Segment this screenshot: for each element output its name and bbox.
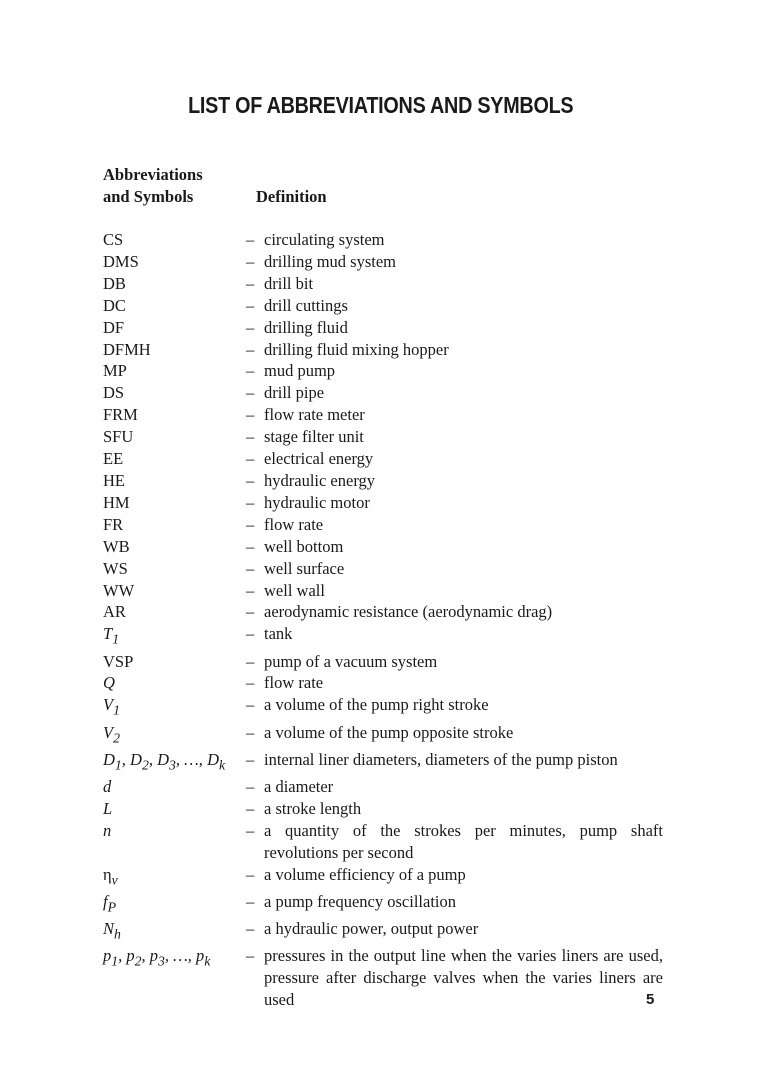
dash: – bbox=[246, 492, 255, 512]
list-item bbox=[103, 623, 663, 650]
definition: flow rate meter bbox=[264, 405, 365, 425]
definition: a quantity of the strokes per minutes, pump shaft revolutions per second bbox=[264, 820, 663, 862]
column-header-symbols-line2: and Symbols bbox=[103, 187, 194, 206]
list-item bbox=[103, 601, 663, 623]
symbol: $N_h$ bbox=[103, 918, 121, 942]
definition: pump of a vacuum system bbox=[264, 651, 438, 671]
list-item bbox=[103, 339, 663, 361]
symbol: $f_P$ bbox=[103, 891, 116, 915]
dash: – bbox=[246, 776, 255, 796]
symbol: $V_2$ bbox=[103, 722, 120, 745]
definition: electrical energy bbox=[264, 449, 374, 469]
dash: – bbox=[246, 383, 255, 403]
dash: – bbox=[246, 918, 255, 938]
dash: – bbox=[246, 514, 255, 534]
definition: drilling mud system bbox=[264, 251, 396, 271]
list-item bbox=[103, 360, 663, 382]
definition: circulating system bbox=[264, 230, 385, 249]
definition: hydraulic energy bbox=[264, 470, 376, 490]
list-item bbox=[103, 694, 663, 721]
symbol: n bbox=[103, 820, 112, 840]
definition: a volume efficiency of a pump bbox=[264, 864, 466, 884]
definition: aerodynamic resistance (aerodynamic drag) bbox=[264, 602, 553, 622]
dash: – bbox=[246, 624, 255, 644]
dash: – bbox=[246, 891, 255, 911]
definition: a hydraulic power, output power bbox=[264, 918, 479, 938]
symbol: $V_1$ bbox=[103, 695, 120, 718]
definition: pressures in the output line when the varies liners are used, pressure after discharge valves when the varies liners are used bbox=[264, 946, 663, 1009]
definition: drilling fluid mixing hopper bbox=[264, 339, 449, 359]
definition: flow rate bbox=[264, 673, 324, 693]
list-item bbox=[103, 382, 663, 404]
definition: a pump frequency oscillation bbox=[264, 891, 456, 911]
dash: – bbox=[246, 339, 255, 359]
symbol: VSP bbox=[103, 651, 134, 671]
definition: a diameter bbox=[264, 776, 334, 796]
symbol: CS bbox=[103, 230, 124, 249]
list-item bbox=[103, 558, 663, 580]
symbol: HM bbox=[103, 492, 130, 512]
definition: internal liner diameters, diameters of the pump piston bbox=[264, 749, 618, 769]
dash: – bbox=[246, 864, 255, 884]
page-number: 5 bbox=[646, 991, 655, 1008]
symbol: $T_1$ bbox=[103, 624, 120, 647]
dash: – bbox=[246, 946, 255, 966]
dash: – bbox=[246, 820, 255, 840]
dash: – bbox=[246, 695, 255, 715]
definition: well surface bbox=[264, 558, 345, 578]
definition: well wall bbox=[264, 580, 325, 600]
symbol: WS bbox=[103, 558, 128, 578]
dash: – bbox=[246, 230, 255, 249]
definition: mud pump bbox=[264, 361, 336, 381]
list-item bbox=[103, 492, 663, 514]
symbol: DB bbox=[103, 273, 126, 293]
symbol: FR bbox=[103, 514, 124, 534]
list-item bbox=[103, 404, 663, 426]
dash: – bbox=[246, 427, 255, 447]
list-item bbox=[103, 749, 663, 776]
list-item bbox=[103, 426, 663, 448]
symbol: $p_1$, $p_2$, $p_3$, …, $p_k$ bbox=[103, 946, 211, 969]
dash: – bbox=[246, 558, 255, 578]
abbreviation-list bbox=[103, 229, 663, 1011]
dash: – bbox=[246, 251, 255, 271]
definition: drill bit bbox=[264, 273, 314, 293]
symbol: EE bbox=[103, 449, 124, 469]
dash: – bbox=[246, 580, 255, 600]
list-item bbox=[103, 317, 663, 339]
list-item bbox=[103, 776, 663, 798]
definition: a stroke length bbox=[264, 798, 362, 818]
symbol: DS bbox=[103, 383, 125, 403]
symbol: Q bbox=[103, 673, 115, 693]
symbol: DFMH bbox=[103, 339, 151, 359]
dash: – bbox=[246, 602, 255, 622]
dash: – bbox=[246, 651, 255, 671]
dash: – bbox=[246, 295, 255, 315]
symbol: MP bbox=[103, 361, 127, 381]
definition: drill pipe bbox=[264, 383, 325, 403]
list-item bbox=[103, 273, 663, 295]
list-item bbox=[103, 295, 663, 317]
definition: hydraulic motor bbox=[264, 492, 370, 512]
column-header-symbols-line1: Abbreviations bbox=[103, 165, 203, 184]
dash: – bbox=[246, 749, 255, 769]
definition: flow rate bbox=[264, 514, 324, 534]
definition: well bottom bbox=[264, 536, 344, 556]
symbol: AR bbox=[103, 602, 126, 622]
symbol: SFU bbox=[103, 427, 134, 447]
list-item bbox=[103, 251, 663, 273]
definition: stage filter unit bbox=[264, 427, 364, 447]
dash: – bbox=[246, 470, 255, 490]
symbol: WB bbox=[103, 536, 130, 556]
symbol: DF bbox=[103, 317, 125, 337]
dash: – bbox=[246, 317, 255, 337]
dash: – bbox=[246, 536, 255, 556]
list-item bbox=[103, 864, 663, 891]
definition: drill cuttings bbox=[264, 295, 348, 315]
column-header-definition: Definition bbox=[256, 187, 327, 206]
list-item bbox=[103, 448, 663, 470]
list-item bbox=[103, 672, 663, 694]
list-item bbox=[103, 798, 663, 820]
list-item bbox=[103, 820, 663, 864]
list-item bbox=[103, 536, 663, 558]
list-item bbox=[103, 580, 663, 602]
dash: – bbox=[246, 798, 255, 818]
list-item bbox=[103, 470, 663, 492]
symbol: HE bbox=[103, 470, 125, 490]
dash: – bbox=[246, 405, 255, 425]
definition: drilling fluid bbox=[264, 317, 348, 337]
column-header-symbols bbox=[103, 164, 203, 208]
list-item bbox=[103, 891, 663, 918]
definition: tank bbox=[264, 624, 293, 644]
symbol: DMS bbox=[103, 251, 139, 271]
list-item bbox=[103, 918, 663, 945]
symbol: FRM bbox=[103, 405, 138, 425]
dash: – bbox=[246, 449, 255, 469]
symbol: d bbox=[103, 776, 112, 796]
list-item bbox=[103, 514, 663, 536]
symbol: DC bbox=[103, 295, 126, 315]
dash: – bbox=[246, 361, 255, 381]
dash: – bbox=[246, 273, 255, 293]
list-item bbox=[103, 229, 663, 251]
symbol: $\eta_v$ bbox=[103, 864, 118, 887]
symbol: WW bbox=[103, 580, 135, 600]
page-title: LIST OF ABBREVIATIONS AND SYMBOLS bbox=[188, 92, 574, 118]
symbol: $D_1$, $D_2$, $D_3$, …, $D_k$ bbox=[103, 749, 226, 773]
definition: a volume of the pump right stroke bbox=[264, 695, 489, 715]
dash: – bbox=[246, 673, 255, 693]
list-item bbox=[103, 945, 663, 1011]
list-item bbox=[103, 722, 663, 749]
symbol: L bbox=[103, 798, 113, 818]
dash: – bbox=[246, 722, 255, 742]
list-item bbox=[103, 651, 663, 673]
definition: a volume of the pump opposite stroke bbox=[264, 722, 514, 742]
